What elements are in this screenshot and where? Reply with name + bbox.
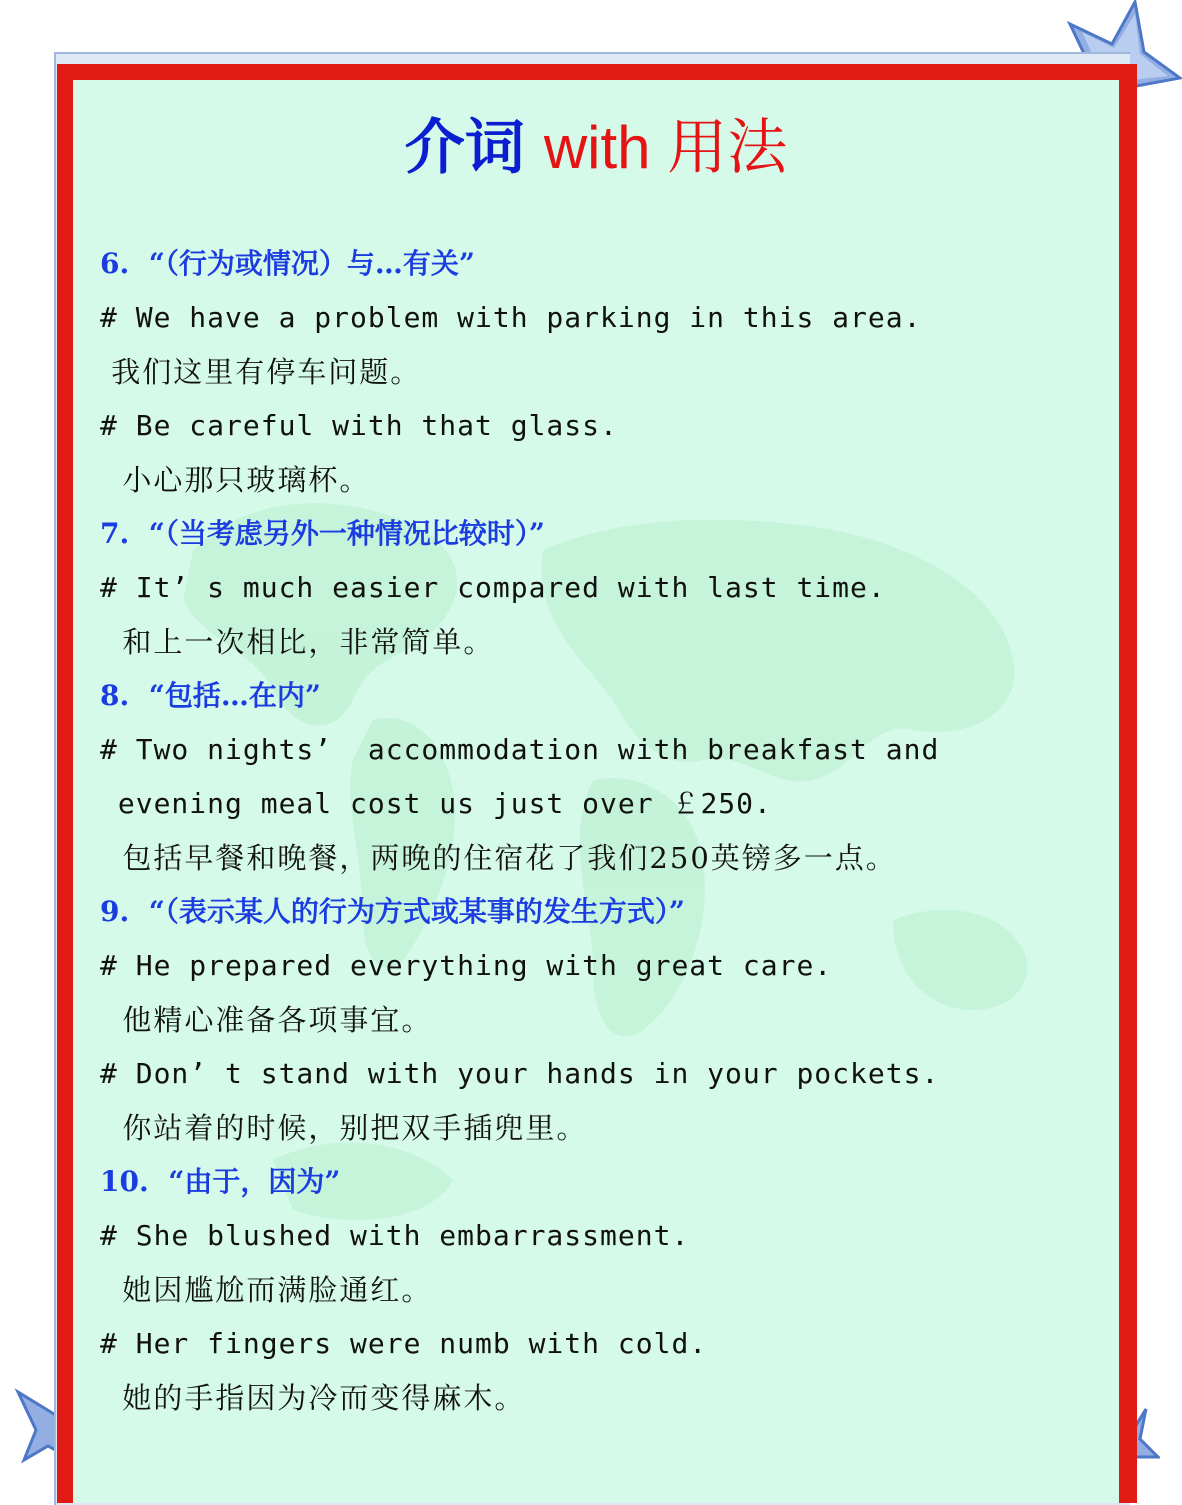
section-heading-10: 10. “由于，因为” bbox=[100, 1165, 341, 1198]
example-translation: 和上一次相比，非常简单。 bbox=[100, 625, 495, 659]
section-heading-7: 7. “（当考虑另外一种情况比较时）” bbox=[100, 517, 545, 550]
example-sentence: # Be careful with that glass. bbox=[100, 409, 618, 442]
title-part-1: 介词 bbox=[404, 113, 525, 183]
example-sentence: # Don’ t stand with your hands in your pockets. bbox=[100, 1057, 940, 1090]
example-sentence: # Her fingers were numb with cold. bbox=[100, 1327, 708, 1360]
section-heading-6: 6. “（行为或情况）与…有关” bbox=[100, 247, 475, 280]
example-sentence: # Two nights’ accommodation with breakfast and bbox=[100, 733, 940, 766]
example-translation: 他精心准备各项事宜。 bbox=[100, 1003, 433, 1037]
page-title bbox=[73, 108, 1119, 188]
example-sentence: # He prepared everything with great care. bbox=[100, 949, 833, 982]
example-translation: 她的手指因为冷而变得麻木。 bbox=[100, 1381, 526, 1415]
content-panel bbox=[73, 80, 1119, 1503]
red-frame bbox=[57, 64, 1137, 1503]
example-sentence: # We have a problem with parking in this area. bbox=[100, 301, 922, 334]
example-sentence: # She blushed with embarrassment. bbox=[100, 1219, 690, 1252]
example-sentence: # It’ s much easier compared with last time. bbox=[100, 571, 886, 604]
example-translation: 她因尴尬而满脸通红。 bbox=[100, 1273, 433, 1307]
example-translation: 我们这里有停车问题。 bbox=[100, 355, 422, 389]
example-sentence-continued: evening meal cost us just over ￡250. bbox=[100, 787, 772, 820]
section-heading-8: 8. “包括…在内” bbox=[100, 679, 321, 712]
title-part-2: with 用法 bbox=[543, 114, 788, 181]
example-translation: 包括早餐和晚餐，两晚的住宿花了我们250英镑多一点。 bbox=[100, 841, 897, 875]
example-translation: 你站着的时候，别把双手插兜里。 bbox=[100, 1111, 588, 1145]
example-translation: 小心那只玻璃杯。 bbox=[100, 463, 371, 497]
section-heading-9: 9. “（表示某人的行为方式或某事的发生方式）” bbox=[100, 895, 685, 928]
